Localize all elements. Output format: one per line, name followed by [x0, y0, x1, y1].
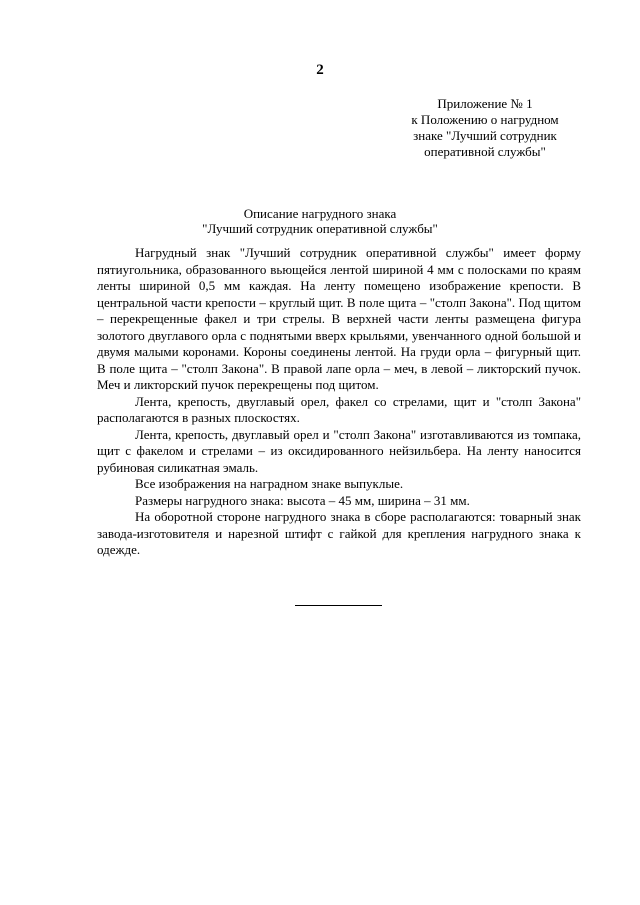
paragraph: Лента, крепость, двуглавый орел, факел со стрелами, щит и "столп Закона" располагаются в разных плоскостях. [97, 393, 581, 425]
title-line-2: "Лучший сотрудник оперативной службы" [202, 221, 438, 236]
paragraph: Все изображения на наградном знаке выпуклые. [135, 476, 404, 491]
appendix-line: к Положению о нагрудном [411, 112, 559, 127]
paragraph: Лента, крепость, двуглавый орел и "столп Закона" изготавливаются из томпака, щит с факелом и стрелами – из оксидированного нейзильбера. На ленту наносится рубиновая силикатная эмаль. [97, 426, 581, 475]
appendix-line: знаке "Лучший сотрудник [413, 128, 557, 143]
separator-line [295, 605, 382, 606]
appendix-reference [380, 96, 590, 160]
title-line-1: Описание нагрудного знака [243, 206, 397, 221]
appendix-line: оперативной службы" [424, 144, 546, 159]
page-number: 2 [316, 62, 324, 78]
body-text [97, 245, 581, 559]
paragraph: Размеры нагрудного знака: высота – 45 мм, ширина – 31 мм. [135, 492, 470, 508]
paragraph: Нагрудный знак "Лучший сотрудник оперативной службы" имеет форму пятиугольника, образованного вьющейся лентой шириной 4 мм с полосками по краям ленты шириной 0,5 мм каждая. На ленту помещено изображение крепости. В центральной части крепости – круглый щит. В поле щита – "столп Закона". Под щитом – перекрещенные факел и три стрелы. В верхней части ленты размещена фигура золотого двуглавого орла с поднятыми вверх крыльями, увенчанного одной большой и двумя малыми коронами. Короны соединены лентой. На груди орла – фигурный щит. В поле щита – "столп Закона". В правой лапе орла – меч, в левой – ликторский пучок. Меч и ликторский пучок перекрещены под щитом. [97, 245, 581, 392]
paragraph: На оборотной стороне нагрудного знака в сборе располагаются: товарный знак завода-изготовителя и нарезной штифт с гайкой для крепления нагрудного знака к одежде. [97, 509, 581, 557]
document-title [0, 206, 640, 236]
appendix-line: Приложение № 1 [437, 96, 533, 111]
